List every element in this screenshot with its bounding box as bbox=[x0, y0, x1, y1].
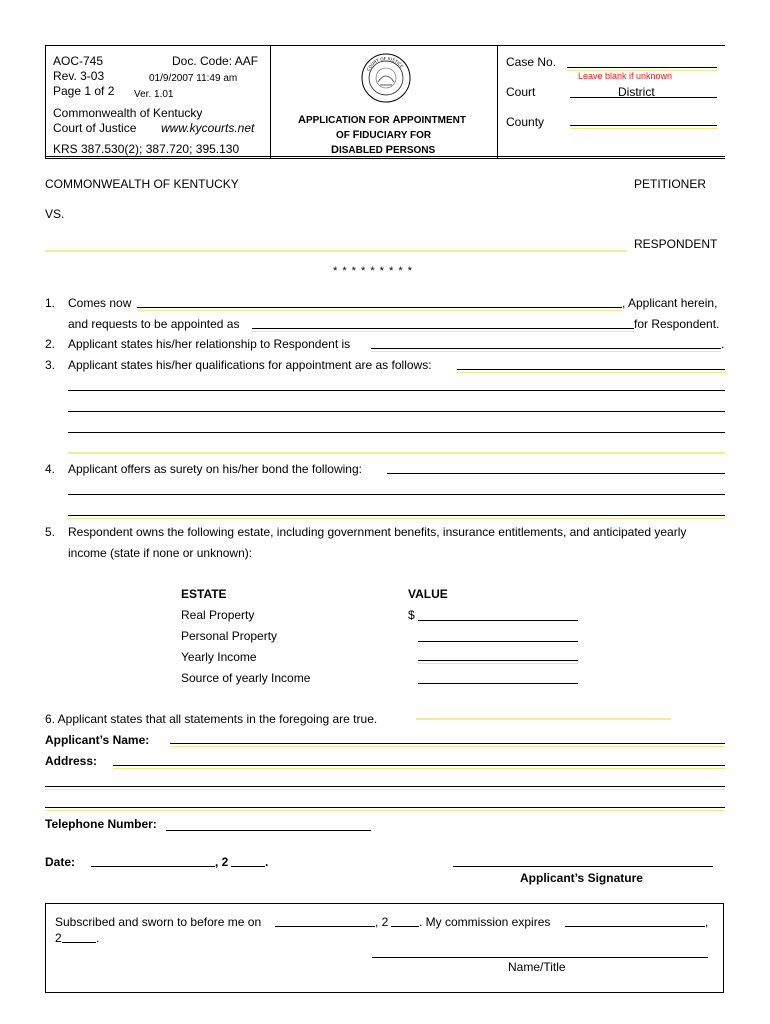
applicant-signature-label: Applicant’s Signature bbox=[520, 871, 643, 885]
seal-text: COURT OF JUSTICE bbox=[365, 55, 405, 72]
item-2-end: . bbox=[721, 337, 725, 351]
item-4-number: 4. bbox=[45, 462, 56, 476]
date-year-prefix: , 2 bbox=[215, 855, 229, 869]
krs-citation: KRS 387.530(2); 387.720; 395.130 bbox=[53, 142, 240, 156]
address-input-2[interactable] bbox=[45, 786, 725, 787]
date-year-input[interactable] bbox=[231, 866, 265, 867]
county-field[interactable] bbox=[570, 125, 717, 126]
name-title-label: Name/Title bbox=[508, 960, 566, 974]
date-end: . bbox=[265, 855, 269, 869]
applicant-signature-line[interactable] bbox=[453, 866, 713, 867]
notary-year-prefix: , 2 bbox=[375, 915, 389, 929]
item-1-for-respondent: for Respondent. bbox=[634, 317, 720, 331]
date-label: Date: bbox=[45, 855, 76, 869]
qualifications-field-2[interactable] bbox=[68, 390, 725, 391]
form-title-line1: APPLICATION FOR APPOINTMENT bbox=[298, 114, 466, 126]
estate-row-yearly-income: Yearly Income bbox=[181, 650, 257, 664]
address-label: Address: bbox=[45, 754, 98, 768]
item-2-text: Applicant states his/her relationship to Respondent is bbox=[68, 337, 351, 351]
revision: Rev. 3-03 bbox=[53, 69, 105, 83]
surety-field-1[interactable] bbox=[387, 473, 725, 474]
item-3-text: Applicant states his/her qualifications for appointment are as follows: bbox=[68, 358, 432, 372]
highlight-strip bbox=[416, 718, 671, 720]
item-4-text: Applicant offers as surety on his/her bond the following: bbox=[68, 462, 362, 476]
appointed-as-field[interactable] bbox=[252, 328, 634, 329]
sworn-date-input[interactable] bbox=[275, 926, 375, 927]
surety-field-3[interactable] bbox=[68, 515, 725, 516]
respondent-label: RESPONDENT bbox=[634, 237, 718, 251]
commission-expires-input[interactable] bbox=[565, 926, 705, 927]
vs-label: VS. bbox=[45, 207, 65, 221]
item-1-suffix: , Applicant herein, bbox=[622, 296, 718, 310]
item-5-text-cont: income (state if none or unknown): bbox=[68, 546, 253, 560]
income-source-value[interactable] bbox=[418, 683, 578, 684]
dollar-sign: $ bbox=[408, 608, 415, 622]
relationship-field[interactable] bbox=[371, 348, 721, 349]
county-label: County bbox=[506, 115, 545, 129]
personal-property-value[interactable] bbox=[418, 641, 578, 642]
item-5-text: Respondent owns the following estate, including government benefits, insurance entitlements, and anticipated yearly bbox=[68, 525, 687, 539]
commission-expires-label: . My commission expires bbox=[419, 915, 551, 929]
estate-row-income-source: Source of yearly Income bbox=[181, 671, 311, 685]
item-1-number: 1. bbox=[45, 296, 56, 310]
estate-header: ESTATE bbox=[181, 587, 227, 601]
form-title-line2: OF FIDUCIARY FOR bbox=[336, 129, 432, 141]
item-6-statement: 6. Applicant states that all statements in the foregoing are true. bbox=[45, 712, 378, 726]
yearly-income-value[interactable] bbox=[418, 660, 578, 661]
item-2-number: 2. bbox=[45, 337, 56, 351]
commonwealth-label: Commonwealth of Kentucky bbox=[53, 106, 203, 120]
case-no-field[interactable] bbox=[567, 67, 717, 68]
form-title-line3: DISABLED PERSONS bbox=[331, 144, 436, 156]
form-id: AOC-745 bbox=[53, 54, 104, 68]
applicant-name-label: Applicant’s Name: bbox=[45, 733, 150, 747]
address-input-1[interactable] bbox=[113, 765, 725, 766]
applicant-name-field[interactable] bbox=[137, 307, 622, 308]
address-input-3[interactable] bbox=[45, 807, 725, 808]
estate-row-personal-property: Personal Property bbox=[181, 629, 278, 643]
qualifications-field-3[interactable] bbox=[68, 411, 725, 412]
item-3-number: 3. bbox=[45, 358, 56, 372]
doc-code: Doc. Code: AAF bbox=[172, 54, 259, 68]
item-1-appointed-text: and requests to be appointed as bbox=[68, 317, 240, 331]
estate-row-real-property: Real Property bbox=[181, 608, 255, 622]
value-header: VALUE bbox=[408, 587, 448, 601]
court-label: Court bbox=[506, 85, 536, 99]
separator-stars: * * * * * * * * * bbox=[333, 265, 413, 277]
notary-signature-line[interactable] bbox=[372, 957, 708, 958]
court-of-justice-label: Court of Justice bbox=[53, 121, 137, 135]
qualifications-field-4[interactable] bbox=[68, 432, 725, 433]
qualifications-field-5[interactable] bbox=[68, 452, 725, 454]
court-value[interactable]: District bbox=[618, 85, 655, 99]
item-5-number: 5. bbox=[45, 525, 56, 539]
notary-line2-end: . bbox=[96, 931, 100, 945]
respondent-name-field[interactable] bbox=[45, 250, 627, 252]
website-link[interactable]: www.kycourts.net bbox=[161, 121, 255, 135]
notary-comma: , bbox=[705, 915, 709, 929]
version: Ver. 1.01 bbox=[134, 89, 174, 100]
surety-field-2[interactable] bbox=[68, 494, 725, 495]
applicant-name-input[interactable] bbox=[170, 743, 725, 744]
date-stamp: 01/9/2007 11:49 am bbox=[149, 73, 238, 84]
qualifications-field-1[interactable] bbox=[457, 369, 725, 370]
sworn-year-input[interactable] bbox=[391, 926, 419, 927]
petitioner-label: PETITIONER bbox=[634, 177, 707, 191]
real-property-value[interactable] bbox=[418, 620, 578, 621]
notary-sworn-text: Subscribed and sworn to before me on bbox=[55, 915, 262, 929]
kentucky-seal-icon bbox=[360, 52, 412, 109]
commission-year-input[interactable] bbox=[62, 942, 96, 943]
commonwealth-party: COMMONWEALTH OF KENTUCKY bbox=[45, 177, 239, 191]
item-1-text: Comes now bbox=[68, 296, 132, 310]
date-month-day-input[interactable] bbox=[91, 866, 215, 867]
commission-year-prefix: 2 bbox=[55, 931, 62, 945]
case-no-label: Case No. bbox=[506, 55, 557, 69]
telephone-input[interactable] bbox=[166, 830, 371, 831]
telephone-label: Telephone Number: bbox=[45, 817, 157, 831]
page-number: Page 1 of 2 bbox=[53, 84, 115, 98]
case-no-hint: Leave blank if unknown bbox=[578, 71, 673, 81]
